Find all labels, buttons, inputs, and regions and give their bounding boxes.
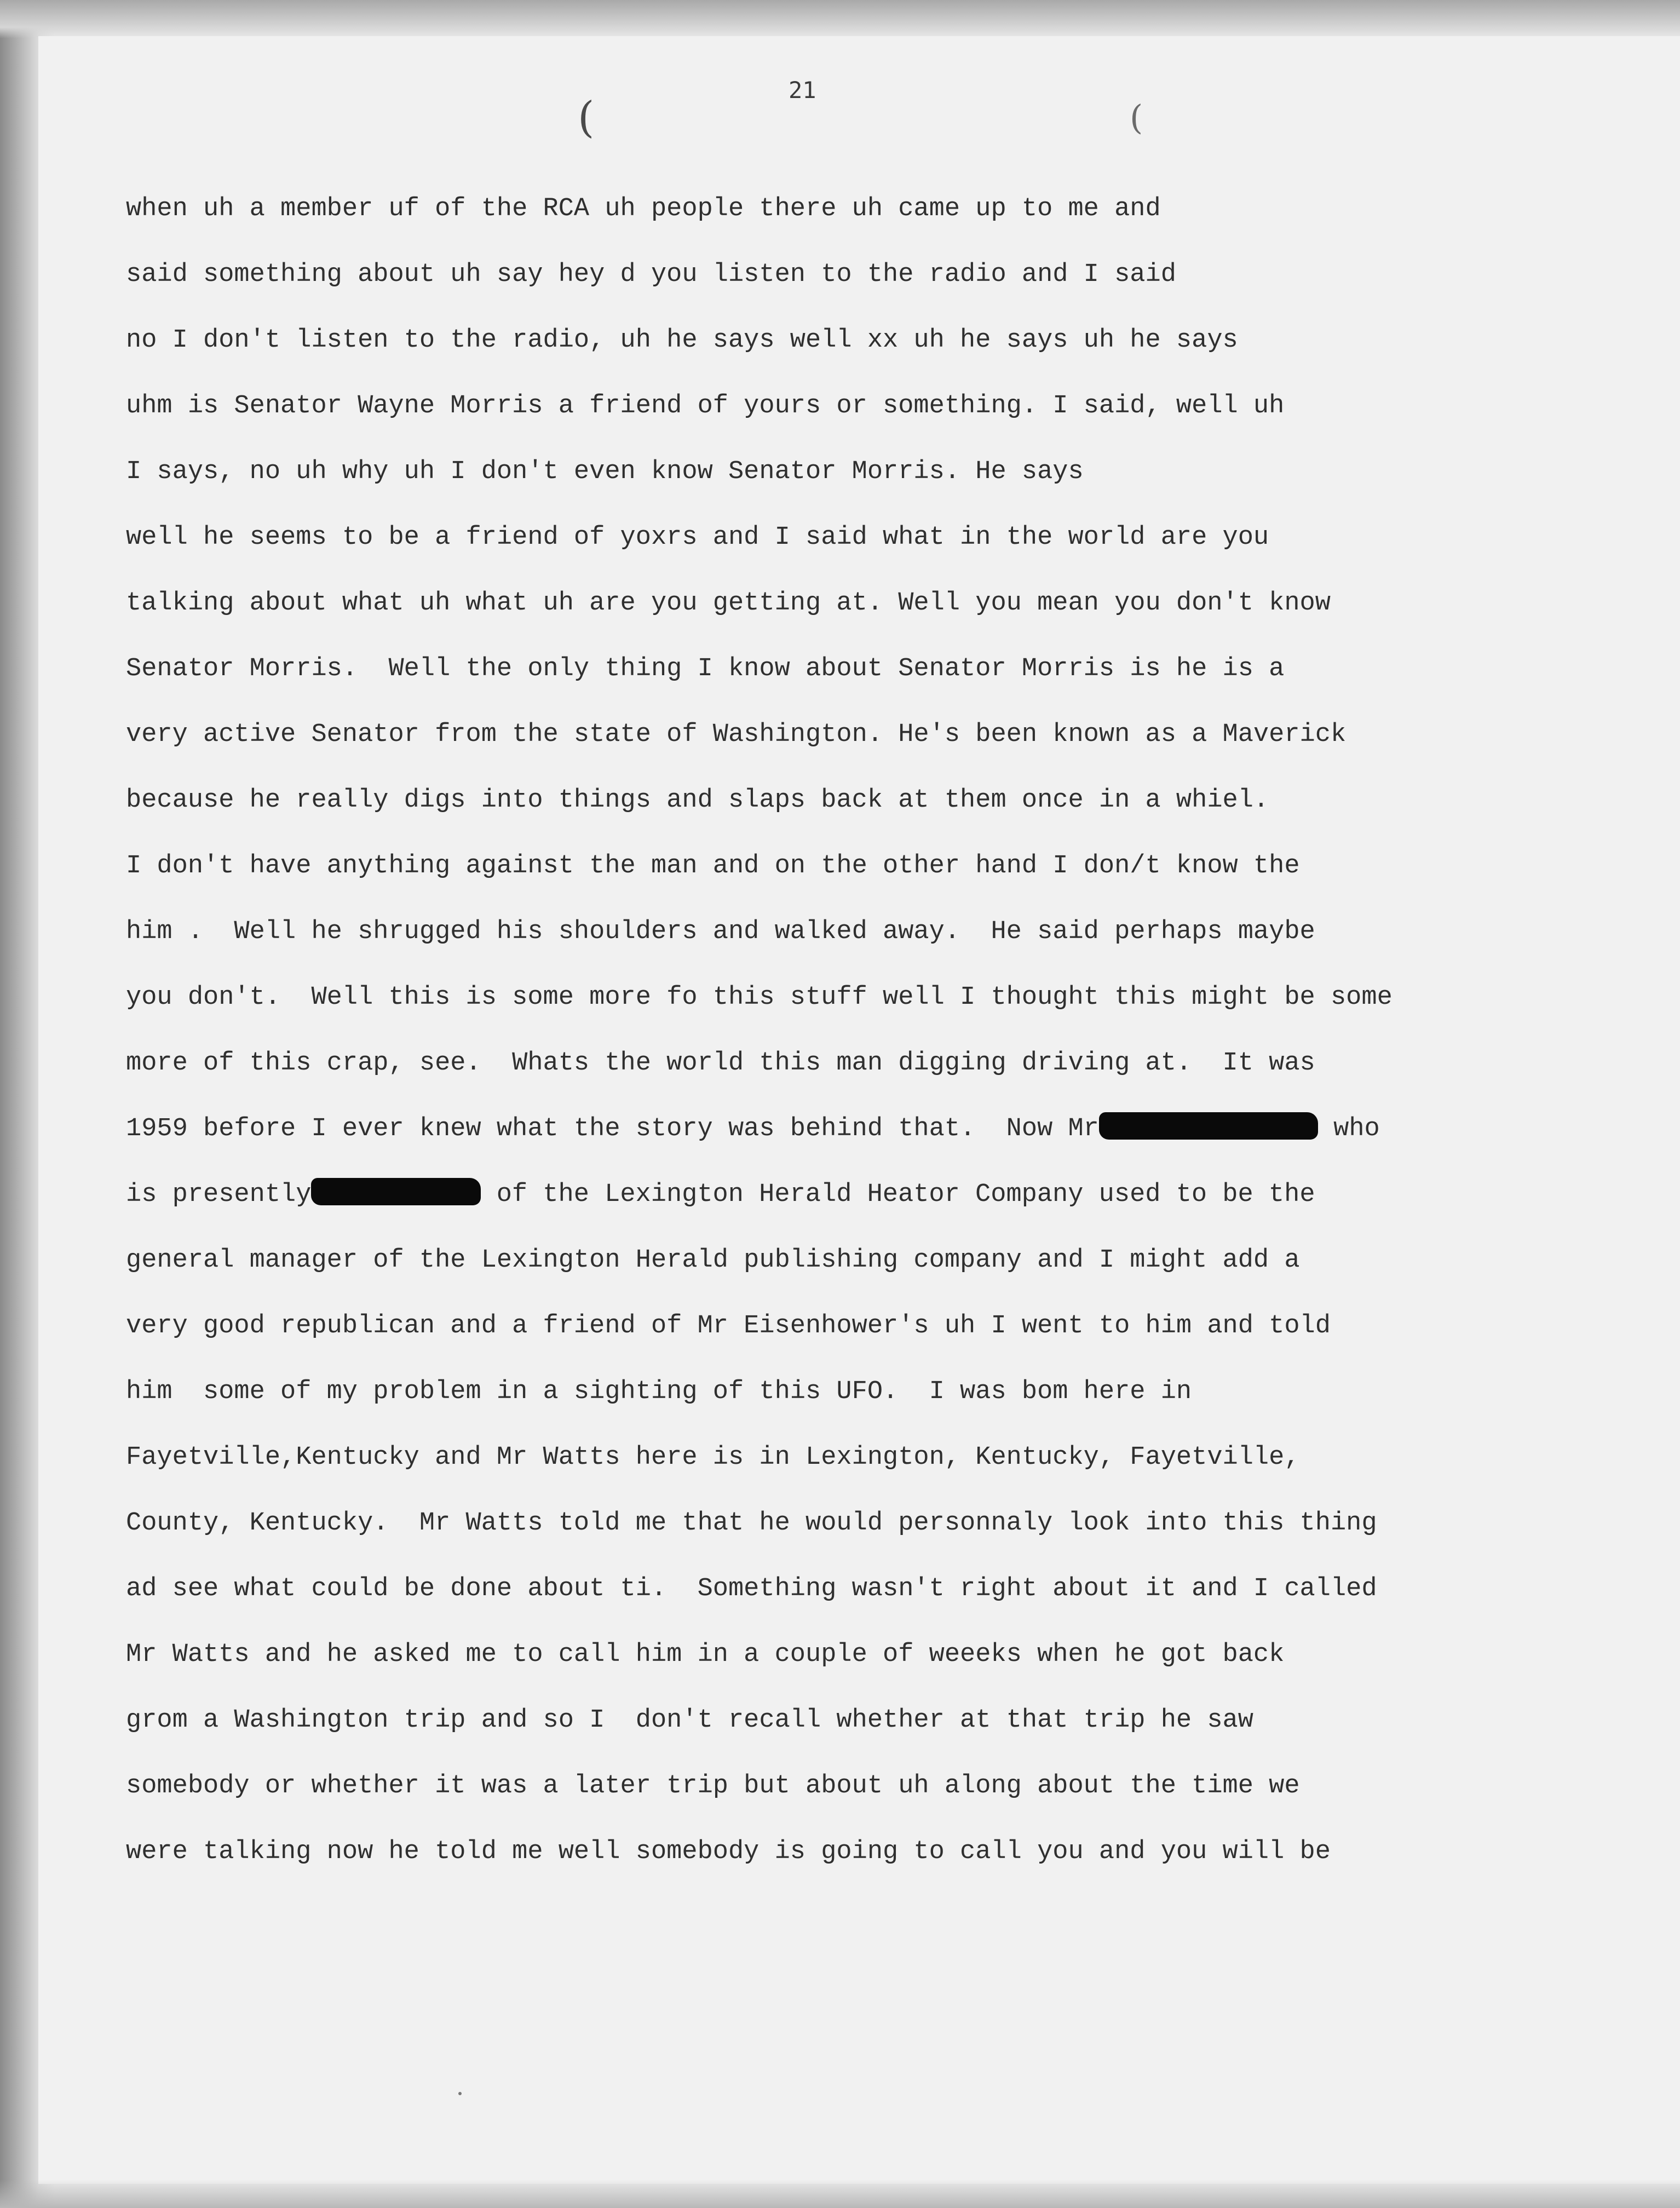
transcript-line: well he seems to be a friend of yoxrs and I said what in the world are you: [126, 523, 1269, 552]
transcript-line: ad see what could be done about ti. Something wasn't right about it and I called: [126, 1574, 1377, 1603]
transcript-line: more of this crap, see. Whats the world this man digging driving at. It was: [126, 1049, 1315, 1078]
transcript-line: very good republican and a friend of Mr Eisenhower's uh I went to him and told: [126, 1312, 1331, 1341]
transcript-line: general manager of the Lexington Herald publishing company and I might add a: [126, 1246, 1300, 1275]
transcript-line: grom a Washington trip and so I don't recall whether at that trip he saw: [126, 1706, 1253, 1735]
transcript-text: is presently: [126, 1180, 312, 1209]
transcript-line: him . Well he shrugged his shoulders and walked away. He said perhaps maybe: [126, 917, 1315, 946]
transcript-line: said something about uh say hey d you listen to the radio and I said: [126, 260, 1176, 289]
transcript-line: because he really digs into things and slaps back at them once in a whiel.: [126, 786, 1269, 815]
transcript-text: who: [1333, 1114, 1380, 1143]
transcript-line: County, Kentucky. Mr Watts told me that he would personnaly look into this thing: [126, 1509, 1377, 1538]
transcript-line: you don't. Well this is some more fo this stuff well I thought this might be some: [126, 983, 1393, 1012]
transcript-line: no I don't listen to the radio, uh he says well xx uh he says uh he says: [126, 326, 1238, 355]
paper-speck: [458, 2092, 462, 2095]
transcript-text: of the Lexington Herald Heator Company used to be the: [496, 1180, 1315, 1209]
redaction-bar: [311, 1178, 481, 1205]
bracket-mark-right: (: [1130, 97, 1143, 137]
transcript-line: him some of my problem in a sighting of this UFO. I was bom here in: [126, 1377, 1192, 1406]
transcript-line: very active Senator from the state of Washington. He's been known as a Maverick: [126, 720, 1347, 749]
transcript-line: were talking now he told me well somebody is going to call you and you will be: [126, 1837, 1331, 1866]
transcript-line: Senator Morris. Well the only thing I know about Senator Morris is he is a: [126, 654, 1285, 683]
bracket-mark-left: (: [578, 93, 595, 142]
transcript-line: when uh a member uf of the RCA uh people there uh came up to me and: [126, 194, 1161, 223]
transcript-line-with-redaction: [126, 1162, 1550, 1228]
scan-bottom-edge: [0, 2180, 1680, 2208]
transcript-line: somebody or whether it was a later trip but about uh along about the time we: [126, 1772, 1300, 1801]
transcript-line: I says, no uh why uh I don't even know Senator Morris. He says: [126, 457, 1084, 486]
transcript-line: uhm is Senator Wayne Morris a friend of yours or something. I said, well uh: [126, 392, 1285, 421]
transcript-line: Fayetville,Kentucky and Mr Watts here is in Lexington, Kentucky, Fayetville,: [126, 1443, 1300, 1472]
scan-top-edge: [0, 0, 1680, 38]
transcript-line: Mr Watts and he asked me to call him in a couple of weeeks when he got back: [126, 1640, 1285, 1669]
transcript-line-with-redaction: [126, 1096, 1550, 1162]
transcript-text: 1959 before I ever knew what the story was behind that. Now Mr: [126, 1114, 1099, 1143]
transcript-body: [126, 176, 1550, 1885]
transcript-line: I don't have anything against the man and on the other hand I don/t know the: [126, 852, 1300, 881]
transcript-line: talking about what uh what uh are you getting at. Well you mean you don't know: [126, 589, 1331, 618]
page-number: 21: [789, 77, 816, 104]
redaction-bar: [1099, 1112, 1318, 1140]
